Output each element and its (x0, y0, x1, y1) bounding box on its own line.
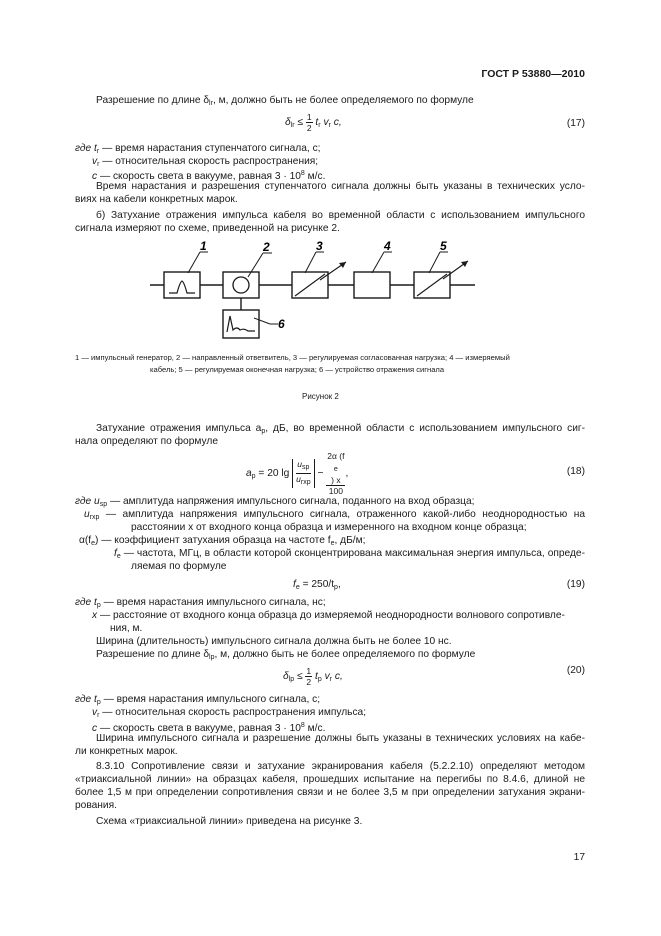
text: 100 (328, 486, 343, 496)
coupler-circle-icon (233, 277, 249, 293)
sub: r (328, 122, 331, 130)
text: — амплитуда напряжения импульсного сигнала, отраженного какой-либо неоднородностью на (105, 509, 585, 520)
sub: e (91, 540, 96, 547)
arrow-head-icon (339, 262, 346, 268)
formula-number-19: (19) (566, 579, 585, 590)
fraction (306, 112, 313, 133)
sub: sp (302, 464, 310, 471)
label-3: 3 (316, 240, 323, 253)
p7-line-1: Ширина импульсного сигнала и разрешение должны быть указаны в технических условиях на кабе- (96, 733, 585, 744)
p6 (96, 648, 475, 664)
text: — относительная скорость распространения; (102, 156, 319, 167)
text: , м, должно быть не более определяемого по формуле (214, 649, 476, 660)
sub: lp (209, 654, 215, 661)
where-19-line-2 (92, 609, 565, 622)
text: — частота, МГц, в области которой сконцентрирована максимальная энергия импульса, опреде- (123, 548, 585, 559)
text: , (345, 468, 349, 480)
sub: p (96, 699, 101, 706)
text: м/с. (304, 171, 326, 182)
formula-18 (246, 451, 348, 496)
sub: lr (290, 122, 295, 130)
leader-line (305, 252, 316, 273)
text: — амплитуда напряжения импульсного сигнала, поданного на вход образца; (109, 496, 475, 507)
sub: sp (99, 501, 108, 508)
text: , м, должно быть не более определяемого по формуле (212, 95, 474, 106)
fraction (326, 451, 345, 496)
arrow-head-icon (461, 261, 468, 267)
p2-line-2: виях на кабели конкретных марок. (75, 194, 238, 205)
text: ) — коэффициент затухания образца на частоте f (95, 535, 331, 546)
abs-bars (292, 459, 314, 488)
p8-line-3: более 1,5 м при определении сопротивления связи и не более 3,5 м при определении затухания экрани- (75, 787, 585, 798)
sub: lp (288, 676, 295, 684)
sym: c (92, 171, 98, 182)
sub: r (97, 712, 100, 719)
rel: ≤ (297, 117, 303, 129)
leader-line (188, 252, 200, 273)
label-2: 2 (263, 240, 270, 254)
figure-2-caption: Рисунок 2 (302, 392, 339, 401)
text: — расстояние от входного конца образца до измеряемой неоднородности волнового сопротивле- (99, 610, 565, 621)
where-18-line-6: ляемая по формуле (131, 561, 227, 572)
pulse-generator-box (164, 272, 200, 298)
formula-number-17: (17) (566, 118, 585, 129)
formula-number-20: (20) (566, 665, 585, 676)
sym: где t (75, 143, 97, 154)
cable-box (354, 272, 390, 298)
sub: p (334, 584, 338, 591)
num: 1 (306, 666, 312, 676)
text: 2α (f (327, 451, 345, 461)
text: , (337, 579, 341, 590)
sym: v (323, 117, 329, 129)
sub: rxp (300, 479, 311, 486)
leader-line (372, 252, 384, 273)
sub: r (96, 148, 100, 155)
num: 1 (306, 112, 312, 122)
sub: r (329, 676, 333, 684)
sym: u (296, 474, 301, 484)
sym: v (324, 671, 330, 683)
p8-line-1: 8.3.10 Сопротивление связи и затухание экранирования кабеля (5.2.2.10) определяют методом (96, 761, 585, 772)
sym: c, (333, 117, 342, 129)
p4-line-2: нала определяют по формуле (75, 436, 218, 447)
text: Затухание отражения импульса a (96, 423, 262, 434)
document-header: ГОСТ Р 53880—2010 (481, 68, 585, 80)
figure-2-legend-line-1: 1 — импульсный генератор, 2 — направленный ответвитель, 3 — регулируемая согласованная нагрузка; 4 — измеряемый (75, 353, 510, 362)
text: — время нарастания импульсного сигнала, с; (103, 694, 321, 705)
fraction (296, 459, 310, 488)
den: 2 (306, 123, 312, 133)
formula-number-18: (18) (566, 466, 585, 477)
sym: δ (283, 671, 289, 683)
text: — время нарастания импульсного сигнала, нс; (103, 597, 326, 608)
p2-line-1: Время нарастания и разрешения ступенчатого сигнала должны быть указаны в технических усло- (96, 181, 585, 192)
sup: 8 (300, 722, 305, 729)
sym: a (246, 468, 252, 480)
formula-20 (283, 666, 343, 687)
formula-19 (293, 578, 341, 594)
text: Разрешение по длине δ (96, 649, 210, 660)
text: Разрешение по длине δ (96, 95, 210, 106)
text: − (317, 468, 324, 480)
sym: v (92, 156, 98, 167)
text: , дБ, во временной области с использованием импульсного сиг- (265, 423, 585, 434)
p5: Ширина (длительность) импульсного сигнала должна быть не более 10 нс. (96, 636, 452, 647)
p3-line-2: сигнала измеряют по схеме, приведенной на рисунке 2. (75, 223, 340, 234)
text: = 250/t (302, 579, 335, 590)
text: = 20 lg (258, 468, 290, 480)
sym: f (114, 548, 117, 559)
label-1: 1 (200, 240, 207, 253)
sym: α(f (79, 535, 92, 546)
fraction (305, 666, 312, 687)
text: м/с. (304, 723, 326, 734)
text: — скорость света в вакууме, равная 3 · 10 (99, 171, 301, 182)
page-number: 17 (573, 852, 585, 863)
sub: p (251, 473, 256, 481)
formula-17 (285, 112, 342, 133)
sup: 8 (300, 170, 305, 177)
text: — относительная скорость распространения импульса; (102, 707, 367, 718)
sym: где u (75, 496, 100, 507)
sym: t (314, 671, 318, 683)
sym: где t (75, 597, 97, 608)
paragraph-resolution (96, 94, 474, 110)
label-4: 4 (384, 240, 391, 253)
label-5: 5 (440, 240, 447, 253)
sub: p (317, 676, 322, 684)
where-19-line-3: ния, м. (110, 623, 143, 634)
rel: ≤ (296, 671, 303, 683)
sub: p (261, 428, 266, 435)
sub: e (295, 584, 300, 591)
where-18-line-3: расстоянии x от входного конца образца и измеренного на входном конце образца; (131, 522, 527, 533)
sub: r (97, 161, 100, 168)
p8-line-4: рования. (75, 800, 117, 811)
sym: c, (334, 671, 343, 683)
sym: δ (285, 117, 291, 129)
sym: f (293, 579, 296, 590)
p9: Схема «триаксиальной линии» приведена на рисунке 3. (96, 816, 363, 827)
den: 2 (306, 677, 312, 687)
sym: v (92, 707, 98, 718)
sym: u (84, 509, 90, 520)
sub: e (116, 553, 121, 560)
sym: u (297, 459, 303, 469)
text: — скорость света в вакууме, равная 3 · 10 (99, 723, 301, 734)
sub: p (96, 602, 101, 609)
sub: lr (209, 100, 213, 107)
sub: r (318, 122, 321, 130)
text: , дБ/м; (334, 535, 366, 546)
label-6: 6 (278, 317, 285, 331)
sub: e (330, 540, 335, 547)
leader-line (429, 252, 440, 273)
p8-line-2: «триаксиальной линии» на образцах кабеля, прошедших испытание на перегибы по 8.4.6, длиной не (75, 774, 585, 785)
figure-2-diagram (150, 240, 490, 345)
sub: e (333, 466, 338, 473)
p3-line-1: б) Затухание отражения импульса кабеля во временной области с использованием импульсного (96, 210, 585, 221)
sym: где t (75, 694, 97, 705)
figure-2-legend-line-2: кабель; 5 — регулируемая оконечная нагрузка; 6 — устройство отражения сигнала (150, 365, 445, 374)
sub: rxp (89, 514, 100, 521)
p7-line-2: ли конкретных марок. (75, 746, 178, 757)
sym: x (92, 610, 98, 621)
text: — время нарастания ступенчатого сигнала, с; (102, 143, 321, 154)
text: ) x (331, 475, 341, 485)
sym: t (315, 117, 319, 129)
sym: c (92, 723, 98, 734)
